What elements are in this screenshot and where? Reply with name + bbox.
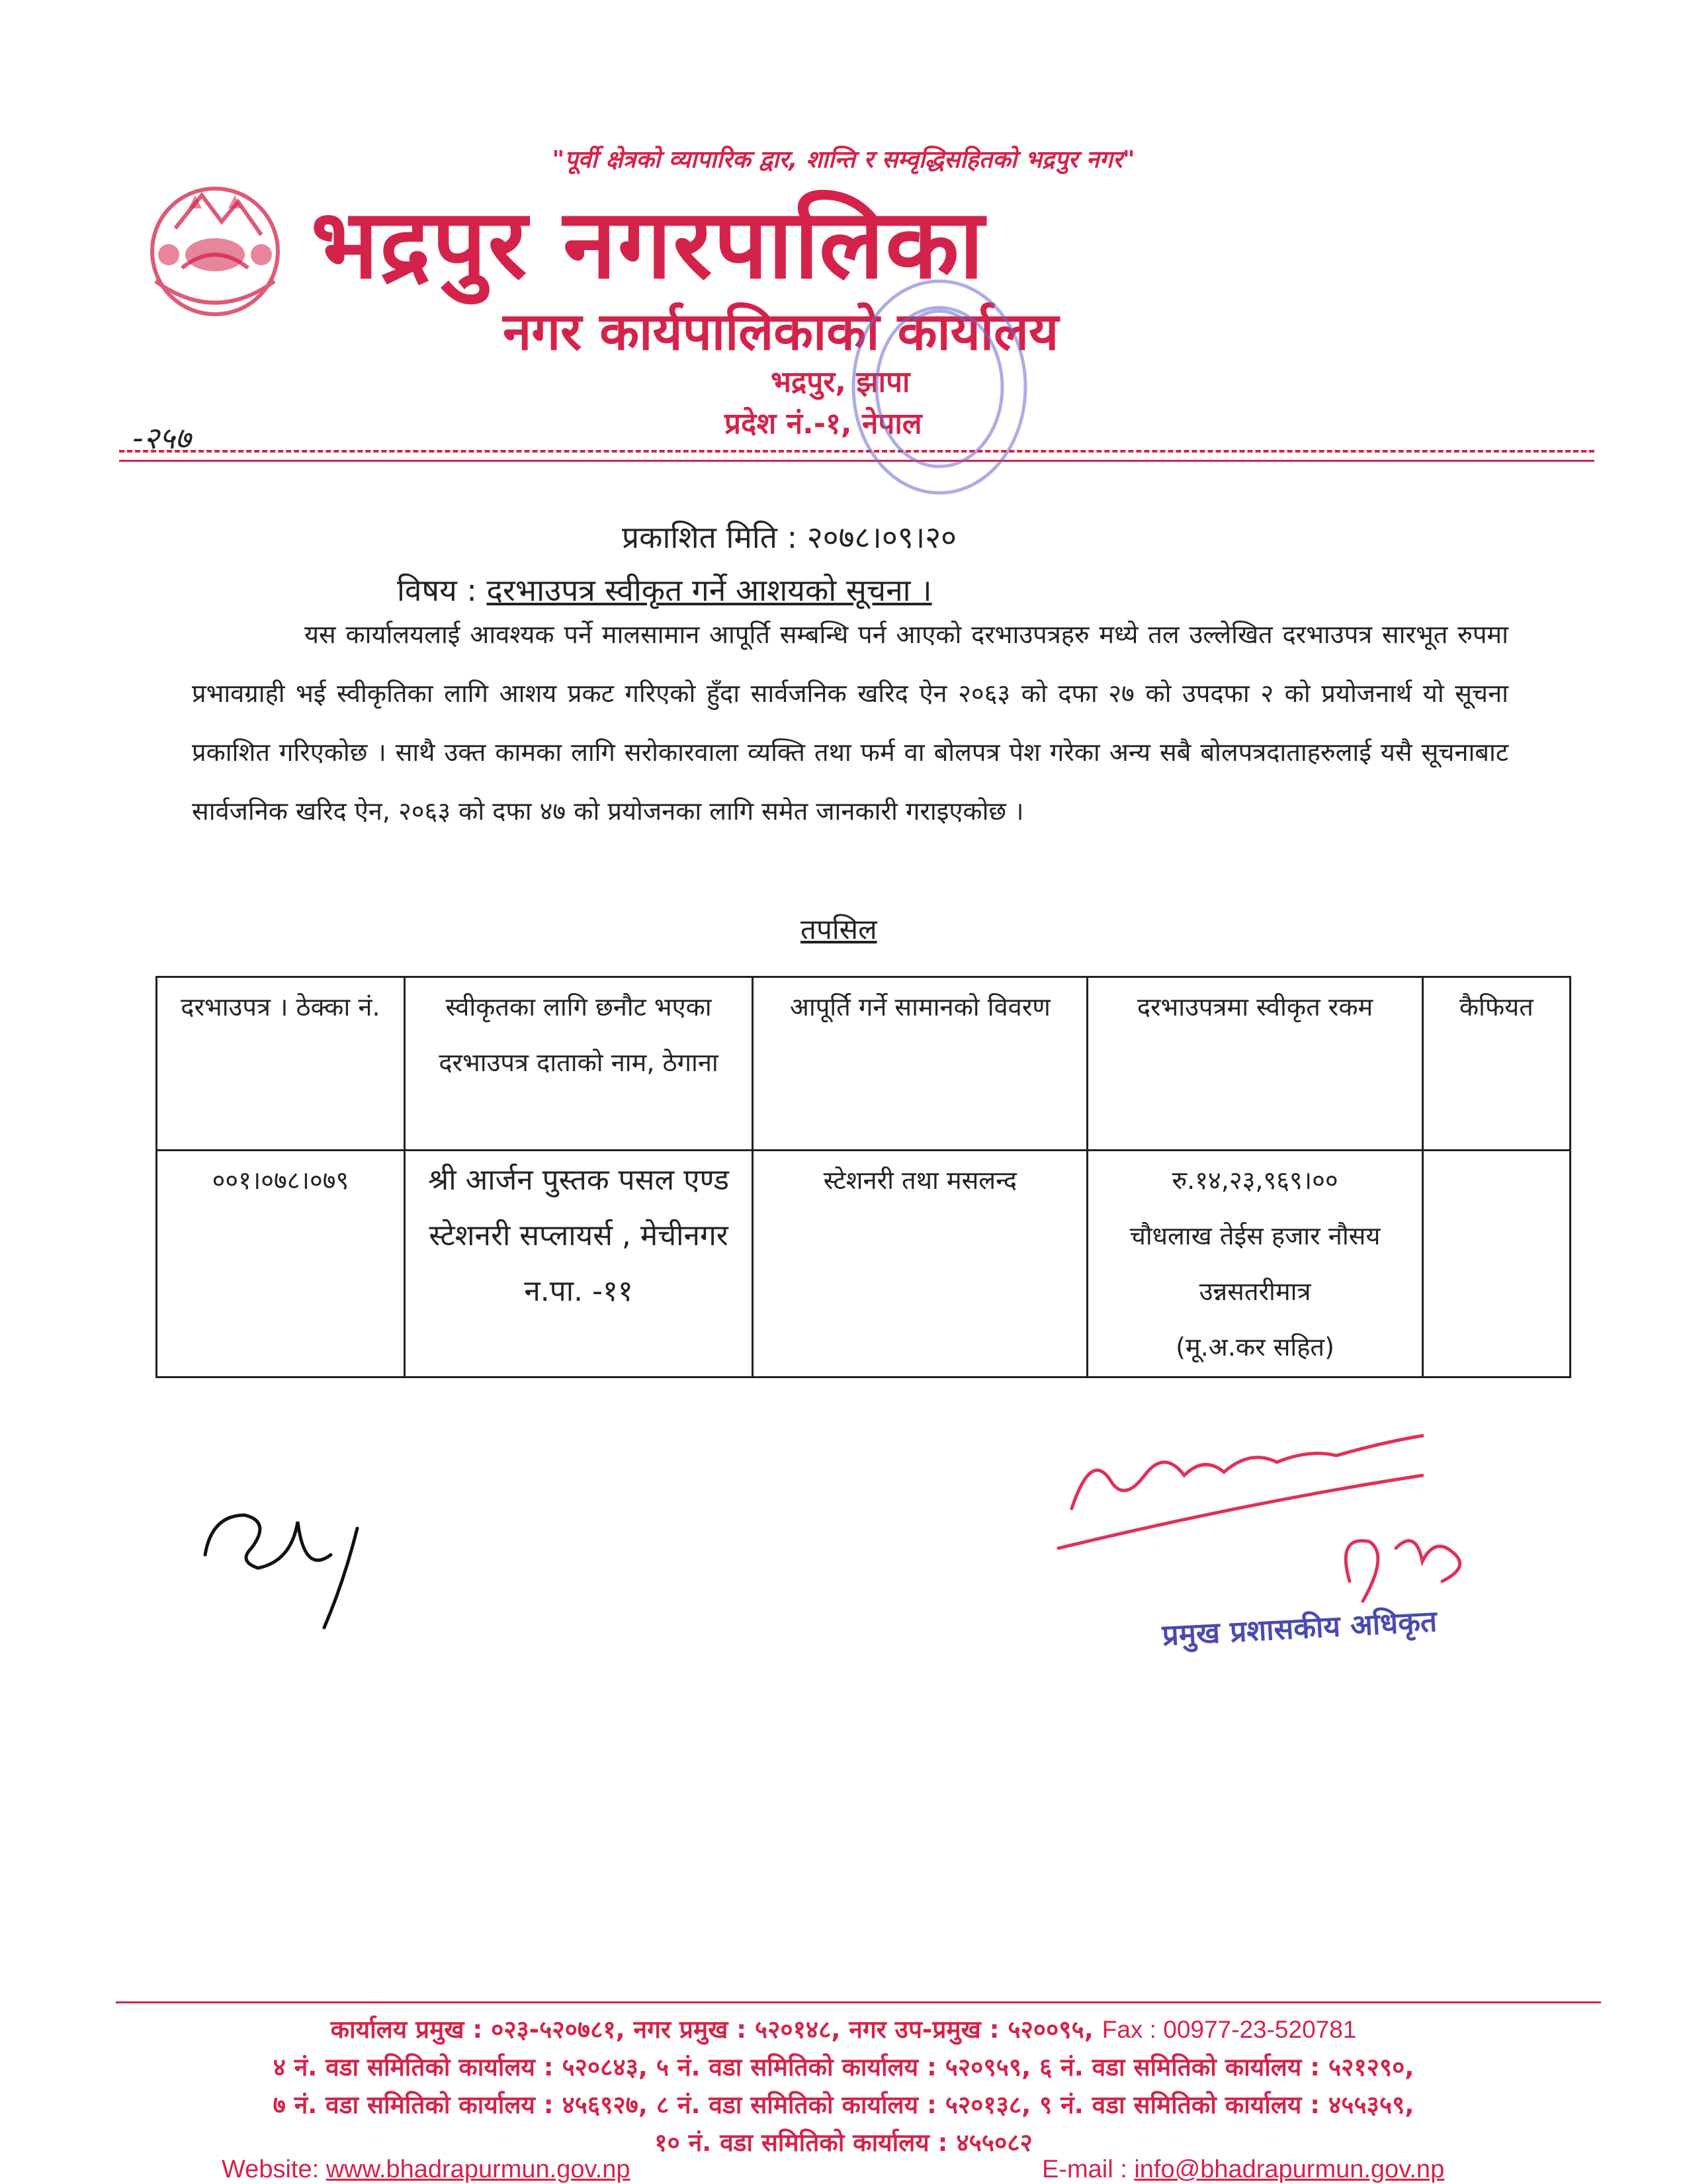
published-date: प्रकाशित मिति : २०७८।०९।२० bbox=[622, 519, 957, 555]
office-location: भद्रपुर, झापा bbox=[771, 365, 910, 399]
province-label: प्रदेश नं.-१, नेपाल bbox=[724, 407, 922, 441]
cell-amount bbox=[1088, 1151, 1422, 1377]
office-subtitle: नगर कार्यपालिकाको कार्यालय bbox=[503, 302, 1059, 362]
footer-contact-line-4: १० नं. वडा समितिको कार्यालय : ४५५०८२ bbox=[654, 2128, 1033, 2157]
cell-bidder: श्री आर्जन पुस्तक पसल एण्ड स्टेशनरी सप्लायर्स , मेचीनगर न.पा. -११ bbox=[404, 1151, 752, 1377]
notice-subject-line bbox=[397, 569, 932, 610]
email-link[interactable]: info@bhadrapurmun.gov.np bbox=[1134, 2156, 1445, 2183]
notice-subject: दरभाउपत्र स्वीकृत गर्ने आशयको सूचना । bbox=[486, 572, 932, 608]
header-remarks: कैफियत bbox=[1422, 977, 1570, 1151]
table-header-row bbox=[157, 977, 1571, 1151]
notice-body: यस कार्यालयलाई आवश्यक पर्ने मालसामान आपूर्ति सम्बन्धि पर्न आएको दरभाउपत्रहरु मध्ये तल उल्लेखित दरभाउपत्र सारभूत रुपमा प्रभावग्राही भई स्वीकृतिका लागि आशय प्रकट गरिएको हुँदा सार्वजनिक खरिद ऐन २०६३ को दफा २७ को उपदफा २ को प्रयोजनार्थ यो सूचना प्रकाशित गरिएकोछ । साथै उक्त कामका लागि सरोकारवाला व्यक्ति तथा फर्म वा बोलपत्र पेश गरेका अन्य सबै बोलपत्रदाताहरुलाई यसै सूचनाबाट सार्वजनिक खरिद ऐन, २०६३ को दफा ४७ को प्रयोजनका लागि समेत जानकारी गराइएकोछ । bbox=[192, 620, 1508, 826]
website-label: Website: bbox=[222, 2156, 320, 2183]
footer-contact-line-1 bbox=[0, 2011, 1687, 2045]
cell-contract-no: ००१।०७८।०७९ bbox=[157, 1151, 405, 1377]
email-label: E-mail : bbox=[1042, 2156, 1127, 2183]
slogan: "पूर्वी क्षेत्रको व्यापारिक द्वार, शान्ति र सम्वृद्धिसहितको भद्रपुर नगर" bbox=[552, 146, 1135, 173]
subject-prefix: विषय : bbox=[397, 572, 477, 608]
amount-note: (मू.अ.कर सहित) bbox=[1176, 1332, 1334, 1362]
organization-title: भद्रपुर नगरपालिका bbox=[311, 189, 986, 300]
schedule-heading: तपसिल bbox=[800, 913, 877, 945]
footer-fax: Fax : 00977-23-520781 bbox=[1102, 2016, 1357, 2043]
handwritten-initial-signature bbox=[198, 1475, 410, 1634]
cell-remarks bbox=[1422, 1151, 1570, 1377]
nepal-emblem-icon bbox=[129, 169, 301, 331]
header-bidder: स्वीकृतका लागि छनौट भएका दरभाउपत्र दाताको नाम, ठेगाना bbox=[404, 977, 752, 1151]
office-seal-icon bbox=[840, 261, 1039, 513]
amount-words: चौधलाख तेईस हजार नौसय उन्नसतरीमात्र bbox=[1129, 1221, 1381, 1306]
footer-email bbox=[1042, 2156, 1444, 2184]
table-row bbox=[157, 1151, 1571, 1377]
footer-website bbox=[222, 2156, 630, 2184]
footer-contact-line-3: ७ नं. वडा समितिको कार्यालय : ४५६९२७, ८ नं. वडा समितिको कार्यालय : ५२०१३८, ९ नं. वडा समितिको कार्यालय : ४५५३५९, bbox=[273, 2091, 1414, 2119]
officer-signature bbox=[1052, 1409, 1581, 1634]
schedule-table bbox=[155, 976, 1571, 1378]
footer-office-contacts: कार्यालय प्रमुख : ०२३-५२०७८१, नगर प्रमुख : ५२०१४८, नगर उप-प्रमुख : ५२००९५, bbox=[330, 2015, 1094, 2044]
signatory-title: प्रमुख प्रशासकीय अधिकृत bbox=[1161, 1604, 1438, 1653]
header-description: आपूर्ति गर्ने सामानको विवरण bbox=[753, 977, 1088, 1151]
reference-number: -२५७ bbox=[132, 420, 191, 456]
footer-contact-line-2: ४ नं. वडा समितिको कार्यालय : ५२०८४३, ५ नं. वडा समितिको कार्यालय : ५२०९५९, ६ नं. वडा समितिको कार्यालय : ५२१२९०, bbox=[273, 2053, 1414, 2081]
footer-divider bbox=[116, 2001, 1601, 2003]
header-amount: दरभाउपत्रमा स्वीकृत रकम bbox=[1088, 977, 1422, 1151]
cell-description: स्टेशनरी तथा मसलन्द bbox=[753, 1151, 1088, 1377]
website-link[interactable]: www.bhadrapurmun.gov.np bbox=[325, 2156, 630, 2183]
header-contract-no: दरभाउपत्र । ठेक्का नं. bbox=[157, 977, 405, 1151]
amount-figure: रु.१४,२३,९६९।०० bbox=[1172, 1166, 1338, 1195]
